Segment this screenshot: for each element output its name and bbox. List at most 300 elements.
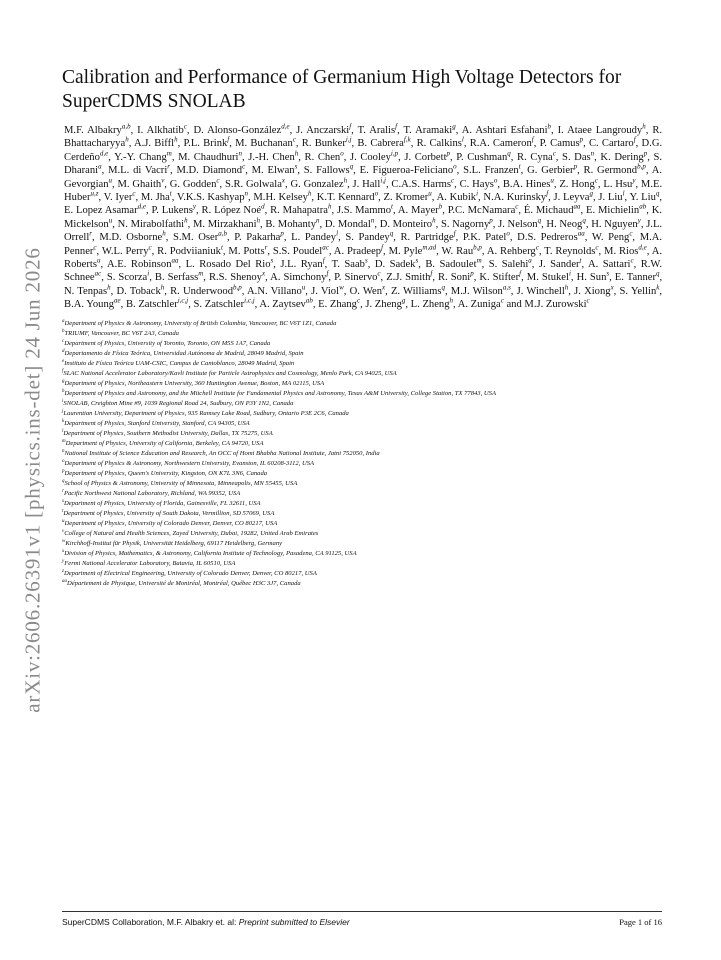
author-affiliation-marker: t	[579, 256, 582, 265]
author-name: D. Alonso-González	[193, 125, 282, 136]
author-name: M.J. Zurowski	[524, 299, 587, 311]
author-affiliation-marker: c	[292, 135, 296, 144]
affiliation-key: h	[62, 388, 65, 394]
author-affiliation-marker: q	[507, 149, 511, 158]
author-affiliation-marker: q	[389, 229, 394, 238]
author-affiliation-marker: f	[227, 135, 230, 144]
affiliation-key: x	[62, 548, 65, 554]
author-entry	[253, 189, 312, 204]
author-entry	[248, 149, 299, 163]
author-entry	[64, 202, 147, 217]
affiliation-entry	[62, 409, 662, 419]
author-affiliation-marker: c	[535, 243, 539, 252]
author-name: O. Wen	[349, 285, 382, 297]
author-name: T. Reynolds	[544, 245, 596, 257]
author-entry	[400, 229, 456, 244]
author-name: J. Viol	[311, 285, 340, 297]
author-entry	[386, 269, 433, 284]
author-affiliation-marker: u	[96, 256, 101, 265]
author-name: L. Zheng	[410, 299, 450, 311]
author-entry	[479, 269, 522, 284]
author-name: J.-H. Chen	[248, 151, 295, 163]
author-name: I. Alkhatib	[137, 125, 184, 136]
author-entry	[176, 189, 248, 204]
author-entry	[459, 176, 498, 190]
author-name: K. Stifter	[479, 272, 520, 284]
author-affiliation-marker: s	[294, 162, 298, 171]
author-affiliation-marker: f	[322, 256, 325, 265]
author-name: B. Serfass	[154, 272, 199, 284]
affiliation-entry	[62, 369, 662, 379]
author-affiliation-marker: s	[606, 269, 610, 278]
author-entry	[349, 149, 399, 163]
author-entry	[157, 243, 223, 257]
author-entry	[526, 269, 571, 284]
author-affiliation-marker: f	[453, 229, 456, 238]
author-name: S. Scorza	[106, 272, 148, 284]
affiliation-key: z	[62, 568, 64, 574]
author-entry	[586, 202, 647, 217]
author-name: Y.-Y. Chang	[114, 151, 167, 163]
author-affiliation-marker: d,e	[638, 243, 647, 252]
author-entry	[235, 135, 296, 150]
author-name: P.C. McNamara	[447, 205, 516, 217]
affiliation-key: i	[62, 398, 64, 404]
author-affiliation-marker: x	[261, 269, 266, 278]
author-name: L. Rosado Del Rio	[185, 259, 271, 271]
author-entry	[404, 149, 451, 163]
author-entry	[265, 216, 320, 230]
author-affiliation-marker: f	[326, 269, 329, 278]
author-entry	[272, 243, 329, 257]
author-entry	[527, 162, 578, 177]
author-name: K.T. Kennard	[316, 192, 375, 204]
author-name: S.S. Poudel	[272, 245, 323, 257]
author-name: G. Godden	[169, 178, 217, 190]
affiliation-text: Department of Physics, University of South Dakota, Vermillion, SD 57069, USA	[63, 509, 275, 517]
author-entry	[290, 176, 348, 190]
author-affiliation-marker: g	[452, 122, 456, 131]
author-affiliation-marker: r	[89, 229, 93, 238]
author-entry	[304, 149, 344, 163]
author-entry	[117, 216, 188, 230]
author-name: C. Hays	[459, 178, 494, 190]
author-entry	[140, 189, 172, 204]
author-name: A. Sattari	[588, 259, 631, 271]
affiliation-entry	[62, 419, 662, 429]
author-affiliation-marker: s	[364, 256, 368, 265]
author-entry	[64, 283, 111, 297]
author-affiliation-marker: h	[256, 216, 261, 225]
affiliation-list	[62, 319, 662, 589]
author-name: J. Cooley	[349, 151, 391, 163]
author-entry	[383, 189, 432, 204]
author-name: B. Zatschler	[125, 299, 178, 311]
author-entry	[539, 135, 584, 150]
author-entry	[553, 189, 593, 204]
author-name: J.L. Ryan	[280, 259, 323, 271]
author-affiliation-marker: h	[184, 216, 188, 225]
author-affiliation-marker: o	[506, 229, 510, 238]
author-entry	[270, 202, 332, 217]
author-affiliation-marker: u,z	[90, 189, 99, 198]
author-entry	[133, 135, 178, 150]
author-entry	[461, 122, 552, 136]
author-name: L. Hsu	[603, 178, 633, 190]
footer-citation	[62, 917, 350, 927]
author-affiliation-marker: h	[107, 283, 111, 292]
author-name: S.L. Franzen	[463, 165, 519, 177]
author-name: Z. Kromer	[383, 192, 429, 204]
author-affiliation-marker: h	[642, 122, 646, 131]
author-affiliation-marker: c	[132, 189, 136, 198]
footer-rule	[62, 911, 662, 912]
author-affiliation-marker: f	[381, 243, 384, 252]
author-name: É. Michaud	[523, 205, 574, 217]
author-name: M.J. Wilson	[450, 285, 503, 297]
affiliation-entry	[62, 579, 662, 589]
affiliation-key: q	[62, 478, 65, 484]
author-entry	[349, 283, 386, 297]
author-name: H. Sun	[576, 272, 607, 284]
author-name: M. Ghaith	[117, 178, 162, 190]
author-entry	[151, 202, 197, 217]
affiliation-entry	[62, 429, 662, 439]
author-name: R. Germond	[583, 165, 638, 177]
author-entry	[469, 135, 534, 150]
author-name: D. Mondal	[324, 218, 371, 230]
author-entry	[303, 162, 354, 177]
author-entry	[64, 122, 131, 136]
author-name: H. Nguyen	[591, 218, 638, 230]
author-entry	[270, 269, 329, 284]
author-name: W. Rau	[441, 245, 474, 257]
author-entry	[125, 296, 189, 311]
author-name: R. Chen	[304, 151, 341, 163]
author-affiliation-marker: ac	[322, 243, 329, 252]
affiliation-text: Division of Physics, Mathematics, & Astronomy, California Institute of Technology, Pasadena, CA 91125, USA	[64, 549, 357, 557]
author-entry	[318, 296, 361, 311]
author-affiliation-marker: p	[280, 229, 284, 238]
author-entry	[600, 149, 648, 163]
author-entry	[598, 189, 625, 204]
paper-first-page	[62, 66, 662, 589]
author-entry	[416, 135, 464, 150]
author-joiner: and	[506, 299, 522, 311]
affiliation-key: n	[62, 448, 65, 454]
arxiv-identifier-stamp: arXiv:2606.26391v1 [physics.ins-det] 24 Jun 2026	[20, 247, 45, 713]
author-entry	[379, 216, 436, 230]
author-affiliation-marker: t	[169, 189, 172, 198]
author-affiliation-marker: i	[568, 269, 571, 278]
affiliation-entry	[62, 529, 662, 539]
author-entry	[154, 269, 204, 284]
author-entry	[169, 176, 220, 190]
author-entry	[296, 122, 352, 136]
author-affiliation-marker: aa	[171, 256, 179, 265]
author-affiliation-marker: a,b	[121, 122, 131, 131]
author-name: P.K. Patel	[462, 232, 507, 244]
author-name: T. Saab	[331, 259, 365, 271]
author-name: R. Podviianiuk	[157, 245, 221, 257]
author-entry	[438, 269, 474, 284]
affiliation-entry	[62, 339, 662, 349]
affiliation-entry	[62, 569, 662, 579]
author-affiliation-marker: q	[655, 269, 660, 278]
author-affiliation-marker: c	[377, 269, 381, 278]
author-affiliation-marker: b,p	[233, 283, 242, 292]
author-entry	[614, 269, 660, 284]
author-affiliation-marker: a	[528, 256, 532, 265]
affiliation-entry	[62, 379, 662, 389]
author-entry	[316, 189, 379, 204]
author-name: L. Pandey	[291, 232, 337, 244]
author-affiliation-marker: p	[579, 135, 584, 144]
author-name: M. Elwan	[251, 165, 295, 177]
author-name: A. Gevorgian	[64, 165, 662, 190]
affiliation-text: Departamento de Física Teórica, Universidad Autónoma de Madrid, 28049 Madrid, Spain	[64, 349, 304, 357]
author-affiliation-marker: f	[633, 135, 636, 144]
author-name: R.A. Cameron	[469, 138, 532, 150]
author-name: A. Kubik	[436, 192, 477, 204]
author-name: P. Cushman	[456, 151, 508, 163]
author-entry	[498, 216, 542, 230]
author-entry	[483, 189, 549, 204]
author-name: A. Pradeep	[333, 245, 382, 257]
author-entry	[447, 202, 519, 217]
author-entry	[463, 162, 521, 177]
affiliation-key: y	[62, 558, 65, 564]
author-name: S. Salehi	[488, 259, 529, 271]
author-name: V.K.S. Kashyap	[176, 192, 245, 204]
author-name: E. Michielin	[586, 205, 640, 217]
author-entry	[324, 216, 375, 230]
page-number: Page 1 of 16	[619, 917, 662, 927]
author-affiliation-marker: ab	[639, 202, 647, 211]
author-entry	[336, 202, 393, 217]
author-affiliation-marker: n	[244, 189, 248, 198]
author-entry	[441, 243, 482, 257]
author-entry	[176, 162, 246, 177]
author-entry	[619, 283, 660, 297]
author-affiliation-marker: h	[162, 229, 166, 238]
author-affiliation-marker: m	[476, 256, 482, 265]
author-name: M.E. Huber	[64, 178, 663, 204]
author-affiliation-marker: h	[564, 283, 569, 292]
author-entry	[588, 256, 634, 271]
author-name: E. Figueroa-Feliciano	[359, 165, 454, 177]
author-name: P. Sinervo	[334, 272, 378, 284]
author-name: P.L. Brink	[183, 138, 228, 150]
author-name: Z.J. Smith	[386, 272, 431, 284]
author-affiliation-marker: d	[261, 202, 265, 211]
author-affiliation-marker: b,p	[637, 162, 646, 171]
author-affiliation-marker: d,e	[99, 149, 109, 158]
author-name: S.M. Oser	[172, 232, 219, 244]
author-affiliation-marker: g	[589, 189, 593, 198]
author-name: G. Gonzalez	[290, 178, 344, 190]
author-entry	[390, 283, 445, 297]
author-name: S.R. Golwala	[224, 178, 282, 190]
author-entry	[486, 243, 539, 257]
author-affiliation-marker: f	[519, 269, 522, 278]
affiliation-key: p	[62, 468, 65, 474]
author-name: A. Zuniga	[457, 299, 501, 311]
author-name: K. Dering	[600, 151, 644, 163]
author-name: P. Camus	[539, 138, 580, 150]
author-entry	[172, 229, 227, 244]
author-affiliation-marker: a,s	[502, 283, 511, 292]
author-entry	[436, 189, 479, 204]
author-name: R. Cyna	[517, 151, 553, 163]
author-entry	[603, 176, 636, 190]
author-affiliation-marker: c	[451, 176, 455, 185]
affiliation-key: aa	[62, 578, 67, 584]
author-affiliation-marker: u	[428, 189, 432, 198]
affiliation-entry	[62, 459, 662, 469]
author-entry	[456, 149, 511, 163]
author-affiliation-marker: c	[500, 296, 504, 305]
author-affiliation-marker: o	[340, 149, 344, 158]
page-footer	[62, 917, 662, 927]
author-entry	[457, 296, 504, 311]
affiliation-entry	[62, 479, 662, 489]
author-name: J. Anczarski	[296, 125, 350, 136]
author-entry	[101, 243, 152, 257]
author-name: S. Yellin	[619, 285, 657, 297]
author-affiliation-marker: f	[349, 122, 352, 131]
author-entry	[201, 202, 265, 217]
author-entry	[137, 122, 187, 136]
author-name: W.L. Perry	[101, 245, 149, 257]
affiliation-text: TRIUMF, Vancouver, BC V6T 2A3, Canada	[64, 329, 179, 337]
author-entry	[334, 269, 381, 284]
author-affiliation-marker: u	[301, 283, 306, 292]
affiliation-key: m	[62, 438, 66, 444]
affiliation-text: School of Physics & Astronomy, University of Minnesota, Minneapolis, MN 55455, USA	[64, 479, 298, 487]
author-affiliation-marker: i,j	[380, 176, 386, 185]
author-name: Z. Hong	[559, 178, 595, 190]
author-name: M.H. Kelsey	[253, 192, 308, 204]
author-affiliation-marker: x	[281, 176, 286, 185]
author-entry	[331, 256, 368, 271]
affiliation-key: o	[62, 458, 65, 464]
author-name: B. Sadoulet	[425, 259, 477, 271]
author-entry	[193, 296, 255, 311]
author-affiliation-marker: ab	[305, 296, 313, 305]
author-entry	[391, 176, 455, 190]
affiliation-text: Department of Physics, Queen's University, Kingston, ON K7L 3N6, Canada	[64, 469, 268, 477]
author-name: A. Simchony	[270, 272, 327, 284]
author-affiliation-marker: h	[432, 216, 436, 225]
author-affiliation-marker: f	[430, 269, 433, 278]
author-affiliation-marker: c	[242, 162, 246, 171]
affiliation-entry	[62, 509, 662, 519]
affiliation-entry	[62, 539, 662, 549]
author-name: C. Cartaro	[588, 138, 634, 150]
affiliation-key: u	[62, 518, 65, 524]
author-entry	[365, 296, 406, 311]
author-affiliation-marker: b,p	[473, 243, 482, 252]
author-entry	[170, 283, 242, 297]
author-name: K. Mickelson	[64, 205, 662, 230]
author-name: M. Rios	[604, 245, 639, 257]
affiliation-text: Department of Physics, Northeastern University, 360 Huntington Avenue, Boston, MA 02115, USA	[64, 379, 325, 387]
affiliation-key: d	[62, 348, 65, 354]
author-affiliation-marker: l	[622, 189, 625, 198]
author-name: M.A. Penner	[64, 232, 663, 257]
author-entry	[103, 189, 136, 204]
author-entry	[99, 229, 166, 244]
author-affiliation-marker: m	[198, 269, 204, 278]
affiliation-text: National Institute of Science Education and Research, An OCC of Homi Bhabha National Institute, Jatni 752050, India	[64, 449, 380, 457]
author-name: J. Zheng	[365, 299, 402, 311]
author-entry	[251, 162, 298, 177]
author-entry	[117, 176, 165, 190]
author-entry	[183, 135, 230, 150]
author-name: S. Pandey	[345, 232, 390, 244]
author-name: M.D. Diamond	[176, 165, 243, 177]
author-name: T. Aralis	[357, 125, 396, 136]
author-entry	[311, 283, 344, 297]
author-name: M.F. Albakry	[64, 125, 122, 136]
author-entry	[629, 189, 660, 204]
author-name: D. Toback	[116, 285, 161, 297]
author-name: B. Cabrera	[357, 138, 404, 150]
author-entry	[562, 149, 595, 163]
author-name: J. Winchell	[516, 285, 565, 297]
affiliation-key: b	[62, 328, 65, 334]
affiliation-entry	[62, 559, 662, 569]
author-affiliation-marker: i,p	[390, 149, 399, 158]
author-entry	[280, 256, 325, 271]
affiliation-key: v	[62, 528, 65, 534]
author-affiliation-marker: aa	[577, 229, 585, 238]
affiliation-entry	[62, 399, 662, 409]
author-name: J.S. Mammo	[336, 205, 391, 217]
author-affiliation-marker: i	[147, 269, 150, 278]
author-affiliation-marker: c	[183, 122, 187, 131]
affiliation-text: Department of Physics, University of California, Berkeley, CA 94720, USA	[65, 439, 264, 447]
author-affiliation-marker: o	[453, 162, 457, 171]
affiliation-text: Department of Physics, University of Toronto, Toronto, ON M5S 1A7, Canada	[64, 339, 271, 347]
author-name: B. Mohanty	[265, 218, 317, 230]
author-affiliation-marker: d,e	[137, 202, 147, 211]
author-entry	[604, 243, 647, 257]
author-name: E. Lopez Asamar	[64, 205, 138, 217]
affiliation-key: c	[62, 338, 65, 344]
author-affiliation-marker: c	[148, 243, 152, 252]
author-entry	[193, 122, 290, 136]
author-affiliation-marker: x	[610, 283, 614, 292]
author-affiliation-marker: f	[546, 189, 549, 198]
author-affiliation-marker: ac	[94, 269, 102, 278]
author-entry	[546, 216, 586, 230]
author-affiliation-marker: c	[552, 149, 556, 158]
author-affiliation-marker: c	[594, 176, 598, 185]
author-affiliation-marker: h	[125, 135, 129, 144]
author-name: J. Nelson	[498, 218, 538, 230]
author-list: M.F. Albakry$^{a,b}$, I. Alkhatib$^c$, D. Alonso-González$^{d,e}$, J. Anczarski$^f$, T. Aralis$^f$, T. Aramaki$^g$, A. Ashtari Esfahani$^b$, I. Ataee Langroudy$^h$, R. Bhattacharyya$^h$, A.J. Biffl$^h$, P.L. Brink$^f$, M. Buchanan$^c$, R. Bunker$^{i,j}$, B. Cabrera$^{f,k}$, R. Calkins$^l$, R.A. Cameron$^f$, P. Camus$^p$, C. Cartaro$^f$, D.G. Cerdeño$^{d,e}$, Y.-Y. Chang$^m$, M. Chaudhuri$^n$, J.-H. Chen$^h$, R. Chen$^o$, J. Cooley$^{i,p}$, J. Corbett$^p$, P. Cushman$^q$, R. Cyna$^c$, S. Das$^n$, K. Dering$^p$, S. Dharani$^a$, M.L. di Vacri$^r$, M.D. Diamond$^c$, M. Elwan$^s$, S. Fallows$^q$, E. Figueroa-Feliciano$^o$, S.L. Franzen$^t$, G. Gerbier$^p$, R. Germond$^{b,p}$, A. Gevorgian$^u$, M. Ghaith$^v$, G. Godden$^c$, S.R. Golwala$^x$, G. Gonzalez$^h$, J. Hall$^{i,j}$, C.A.S. Harms$^c$, C. Hays$^o$, B.A. Hines$^u$, Z. Hong$^c$, L. Hsu$^y$, M.E. Huber$^{u,z}$, V. Iyer$^c$, M. Jha$^t$, V.K.S. Kashyap$^n$, M.H. Kelsey$^h$, K.T. Kennard$^o$, Z. Kromer$^u$, A. Kubik$^i$, N.A. Kurinsky$^f$, J. Leyva$^g$, J. Liu$^l$, Y. Liu$^q$, E. Lopez Asamar$^{d,e}$, P. Lukens$^y$, R. López Noé$^d$, R. Mahapatra$^h$, J.S. Mammo$^t$, A. Mayer$^b$, P.C. McNamara$^c$, É. Michaud$^{aa}$, E. Michielin$^{ab}$, K. Mickelson$^u$, N. Mirabolfathi$^h$, M. Mirzakhani$^h$, B. Mohanty$^n$, D. Mondal$^n$, D. Monteiro$^h$, S. Nagorny$^p$, J. Nelson$^q$, H. Neog$^q$, H. Nguyen$^y$, J.L. Orrell$^r$, M.D. Osborne$^h$, S.M. Oser$^{a,b}$, P. Pakarha$^p$, L. Pandey$^l$, S. Pandey$^q$, R. Partridge$^f$, P.K. Patel$^o$, D.S. Pedreros$^{aa}$, W. Peng$^c$, M.A. Penner$^c$, W.L. Perry$^c$, R. Podviianiuk$^t$, M. Potts$^r$, S.S. Poudel$^{ac}$, A. Pradeep$^f$, M. Pyle$^{m,ad}$, W. Rau$^{b,p}$, A. Rehberg$^c$, T. Reynolds$^c$, M. Rios$^{d,e}$, A. Roberts$^u$, A.E. Robinson$^{aa}$, L. Rosado Del Rio$^s$, J.L. Ryan$^f$, T. Saab$^s$, D. Sadek$^s$, B. Sadoulet$^m$, S. Salehi$^a$, J. Sander$^t$, A. Sattari$^c$, R.W. Schnee$^{ac}$, S. Scorza$^i$, B. Serfass$^m$, R.S. Shenoy$^x$, A. Simchony$^f$, P. Sinervo$^c$, Z.J. Smith$^f$, R. Soni$^p$, K. Stifter$^f$, M. Stukel$^i$, H. Sun$^s$, E. Tanner$^q$, N. Tenpas$^h$, D. Toback$^h$, R. Underwood$^{b,p}$, A.N. Villano$^u$, J. Viol$^w$, O. Wen$^x$, Z. Williams$^q$, M.J. Wilson$^{a,s}$, J. Winchell$^h$, J. Xiong$^x$, S. Yellin$^k$, B.A. Young$^{ae}$, B. Zatschler$^{i,c,j}$, S. Zatschler$^{i,c,j}$, A. Zaytsev$^{ab}$, E. Zhang$^c$, J. Zheng$^g$, L. Zheng$^h$, A. Zuniga$^c$ and M.J. Zurowski$^c$	[64, 122, 663, 311]
affiliation-text: Department of Physics, Stanford University, Stanford, CA 94305, USA	[64, 419, 250, 427]
author-entry	[583, 162, 646, 177]
author-entry	[345, 229, 394, 244]
author-name: P. Pakarha	[234, 232, 281, 244]
author-name: N. Mirabolfathi	[117, 218, 185, 230]
author-affiliation-marker: g	[401, 296, 406, 305]
affiliation-key: a	[62, 318, 65, 324]
author-entry	[516, 283, 569, 297]
